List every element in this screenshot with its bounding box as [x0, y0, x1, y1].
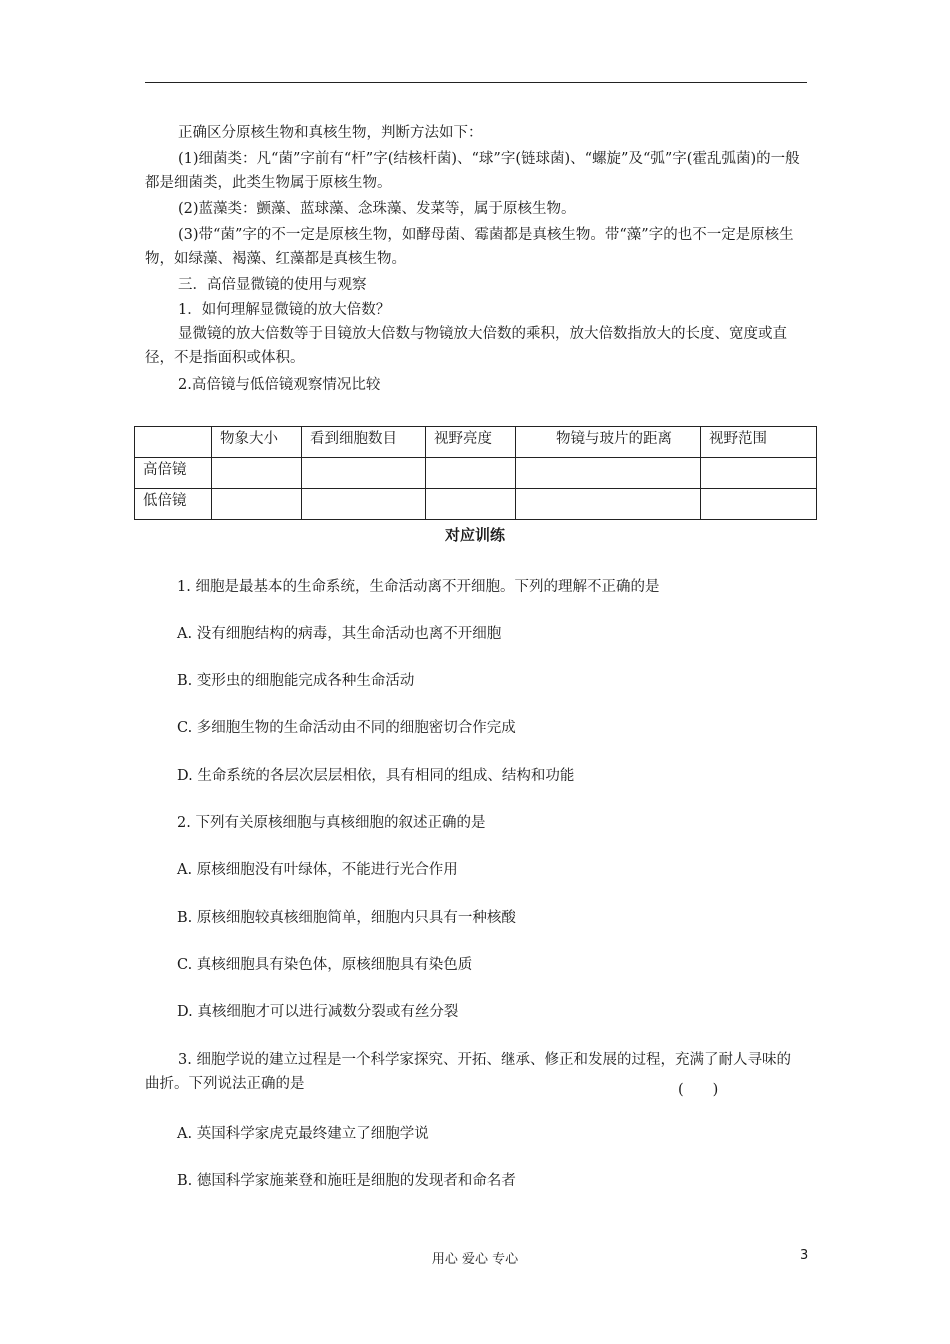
- table-cell: [426, 489, 516, 520]
- question-1-option-c: C. 多细胞生物的生命活动由不同的细胞密切合作完成: [177, 720, 516, 736]
- question-1-option-b: B. 变形虫的细胞能完成各种生命活动: [177, 673, 415, 689]
- table-header-cell: 物镜与玻片的距离: [516, 427, 701, 458]
- table-cell: [516, 458, 701, 489]
- table-cell: [212, 489, 302, 520]
- table-row: [135, 458, 817, 489]
- table-header-row: [135, 427, 817, 458]
- intro-paragraph-3: (2)蓝藻类：颤藻、蓝球藻、念珠藻、发菜等，属于原核生物。: [178, 201, 576, 217]
- table-header-cell: 视野亮度: [426, 427, 516, 458]
- question-1-option-a: A. 没有细胞结构的病毒，其生命活动也离不开细胞: [177, 626, 502, 642]
- table-cell: [302, 458, 426, 489]
- page-footer: 用心 爱心 专心: [431, 1252, 519, 1267]
- table-cell: [212, 458, 302, 489]
- question-2: 2. 下列有关原核细胞与真核细胞的叙述正确的是: [177, 815, 486, 831]
- header-rule: [145, 82, 807, 83]
- section-heading-microscope: 三．高倍显微镜的使用与观察: [178, 277, 367, 293]
- table-header-cell: 看到细胞数目: [302, 427, 426, 458]
- table-cell: [302, 489, 426, 520]
- table-header-cell: 视野范围: [701, 427, 817, 458]
- question-1: 1. 细胞是最基本的生命系统，生命活动离不开细胞。下列的理解不正确的是: [177, 579, 660, 595]
- comparison-table: [134, 426, 817, 520]
- sub-question-1: 1．如何理解显微镜的放大倍数？: [178, 302, 391, 318]
- question-2-option-b: B. 原核细胞较真核细胞简单，细胞内只具有一种核酸: [177, 910, 516, 926]
- table-header-cell: [135, 427, 212, 458]
- intro-paragraph-1: 正确区分原核生物和真核生物，判断方法如下：: [178, 125, 483, 141]
- question-1-option-d: D. 生命系统的各层次层层相依，具有相同的组成、结构和功能: [177, 768, 575, 784]
- table-cell: [701, 489, 817, 520]
- table-cell: [426, 458, 516, 489]
- intro-paragraph-2: (1)细菌类：凡“菌”字前有“杆”字(结核杆菌)、“球”字(链球菌)、“螺旋”及“弧”字(霍乱弧菌)的一般都是细菌类，此类生物属于原核生物。: [145, 151, 800, 191]
- sub-question-2: 2.高倍镜与低倍镜观察情况比较: [178, 377, 381, 393]
- answer-bracket: ( ): [678, 1082, 719, 1098]
- table-cell: [701, 458, 817, 489]
- table-cell: [516, 489, 701, 520]
- table-row: [135, 489, 817, 520]
- table-header-cell: 物象大小: [212, 427, 302, 458]
- question-3-option-a: A. 英国科学家虎克最终建立了细胞学说: [177, 1126, 429, 1142]
- question-3-option-b: B. 德国科学家施莱登和施旺是细胞的发现者和命名者: [177, 1173, 516, 1189]
- intro-paragraph-4: (3)带“菌”字的不一定是原核生物，如酵母菌、霉菌都是真核生物。带“藻”字的也不一定是原核生物，如绿藻、褐藻、红藻都是真核生物。: [145, 227, 794, 267]
- question-2-option-a: A. 原核细胞没有叶绿体，不能进行光合作用: [177, 862, 458, 878]
- section-title: 对应训练: [444, 526, 505, 544]
- question-2-option-d: D. 真核细胞才可以进行减数分裂或有丝分裂: [177, 1004, 459, 1020]
- table-row-label: 高倍镜: [135, 458, 212, 489]
- table-row-label: 低倍镜: [135, 489, 212, 520]
- page-number: 3: [800, 1248, 809, 1263]
- question-3: 3. 细胞学说的建立过程是一个科学家探究、开拓、继承、修正和发展的过程，充满了耐人寻味的曲折。下列说法正确的是: [145, 1052, 791, 1092]
- question-2-option-c: C. 真核细胞具有染色体，原核细胞具有染色质: [177, 957, 473, 973]
- magnification-explanation: 显微镜的放大倍数等于目镜放大倍数与物镜放大倍数的乘积，放大倍数指放大的长度、宽度或直径，不是指面积或体积。: [145, 326, 787, 366]
